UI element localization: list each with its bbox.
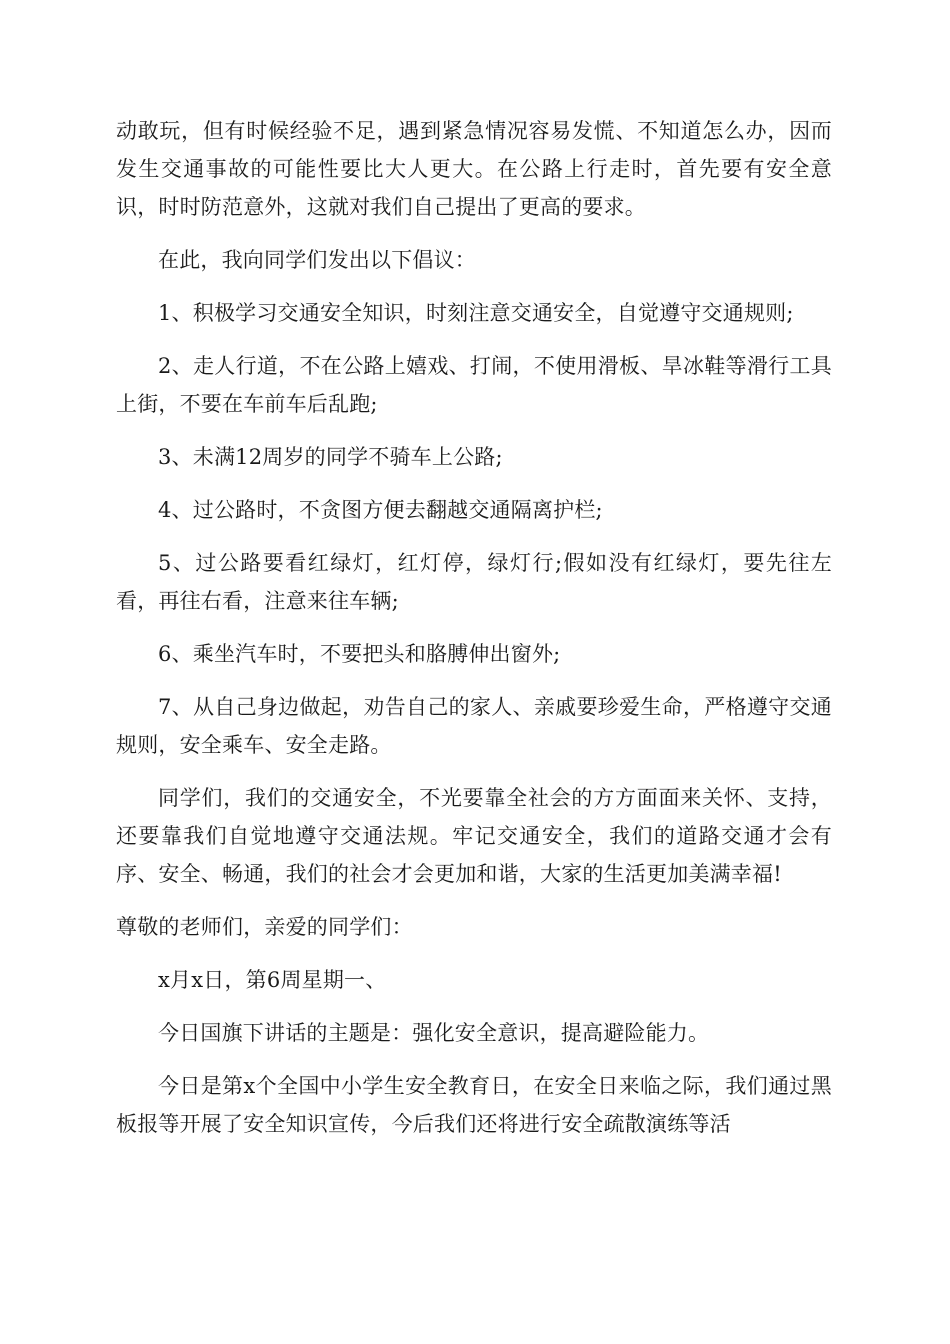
paragraph-8: 6、乘坐汽车时，不要把头和胳膊伸出窗外; — [158, 642, 561, 666]
paragraph-10: 同学们，我们的交通安全，不光要靠全社会的方方面面来关怀、支持，还要靠我们自觉地遵守交通法规。牢记交通安全，我们的道路交通才会有序、安全、畅通，我们的社会才会更加和谐，大家的生活更加美满幸福! — [116, 786, 832, 886]
paragraph-7: 5、过公路要看红绿灯，红灯停，绿灯行;假如没有红绿灯，要先往左看，再往右看，注意来往车辆; — [116, 551, 832, 613]
paragraph-3: 1、积极学习交通安全知识，时刻注意交通安全，自觉遵守交通规则; — [158, 301, 794, 325]
document-body — [116, 112, 832, 1158]
paragraph-13: 今日国旗下讲话的主题是：强化安全意识，提高避险能力。 — [158, 1021, 710, 1045]
paragraph-4: 2、走人行道，不在公路上嬉戏、打闹，不使用滑板、旱冰鞋等滑行工具上街，不要在车前车后乱跑; — [116, 354, 832, 416]
paragraph-1: 动敢玩，但有时候经验不足，遇到紧急情况容易发慌、不知道怎么办，因而发生交通事故的可能性要比大人更大。在公路上行走时，首先要有安全意识，时时防范意外，这就对我们自己提出了更高的要求。 — [116, 119, 832, 219]
paragraph-2: 在此，我向同学们发出以下倡议： — [158, 248, 476, 272]
paragraph-5: 3、未满12周岁的同学不骑车上公路; — [158, 445, 503, 469]
paragraph-14: 今日是第x个全国中小学生安全教育日，在安全日来临之际，我们通过黑板报等开展了安全知识宣传，今后我们还将进行安全疏散演练等活 — [116, 1074, 832, 1136]
paragraph-12: x月x日，第6周星期一、 — [158, 968, 387, 992]
paragraph-11: 尊敬的老师们，亲爱的同学们： — [116, 915, 413, 939]
paragraph-6: 4、过公路时，不贪图方便去翻越交通隔离护栏; — [158, 498, 603, 522]
paragraph-9: 7、从自己身边做起，劝告自己的家人、亲戚要珍爱生命，严格遵守交通规则，安全乘车、安全走路。 — [116, 695, 832, 757]
